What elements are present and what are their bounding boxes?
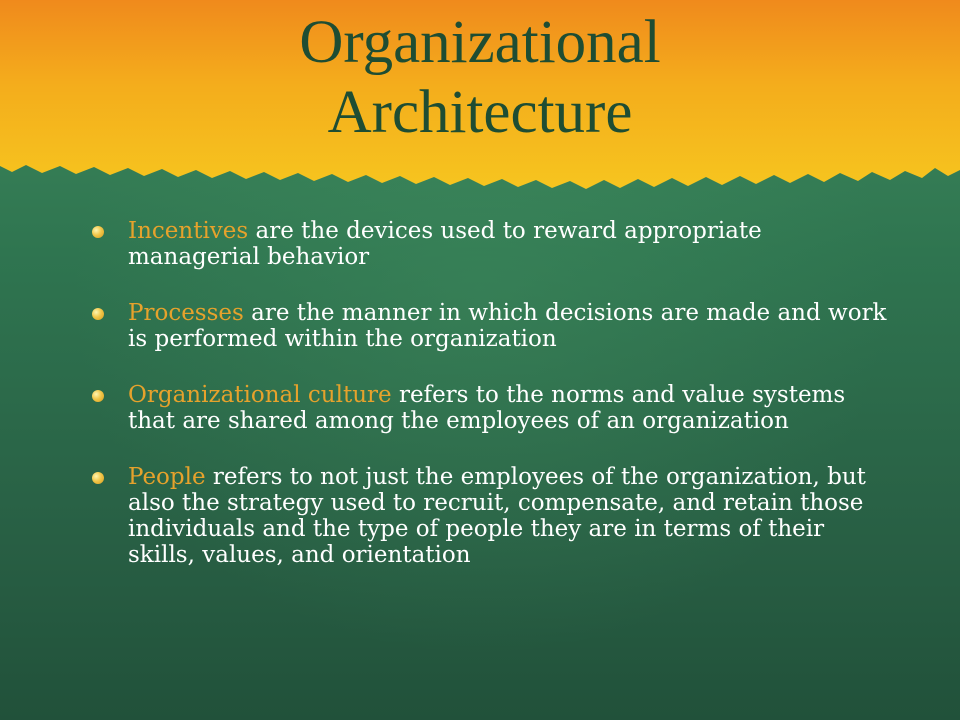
bullet-dot-icon bbox=[92, 308, 104, 320]
bullet-text: are the manner in which decisions are made and work is performed within the organization bbox=[128, 300, 887, 352]
bullet-text: are the devices used to reward appropriate managerial behavior bbox=[128, 218, 762, 270]
list-item bbox=[92, 382, 892, 434]
bullet-text: refers to not just the employees of the organization, but also the strategy used to recruit, compensate, and retain those individuals and the type of people they are in terms of their skills, values, and orientation bbox=[128, 464, 866, 568]
list-item bbox=[92, 218, 892, 270]
bullet-text: refers to the norms and value systems that are shared among the employees of an organization bbox=[128, 382, 846, 434]
list-item bbox=[92, 464, 892, 568]
bullet-term: Incentives bbox=[128, 218, 249, 244]
bullet-dot-icon bbox=[92, 472, 104, 484]
slide-title bbox=[0, 8, 960, 148]
bullet-dot-icon bbox=[92, 390, 104, 402]
title-line-1: Organizational bbox=[299, 9, 661, 76]
bullet-term: Organizational culture bbox=[128, 382, 392, 408]
list-item bbox=[92, 300, 892, 352]
bullet-term: People bbox=[128, 464, 206, 490]
title-line-2: Architecture bbox=[327, 79, 633, 146]
bullet-dot-icon bbox=[92, 226, 104, 238]
bullet-term: Processes bbox=[128, 300, 244, 326]
bullet-list bbox=[92, 218, 892, 598]
